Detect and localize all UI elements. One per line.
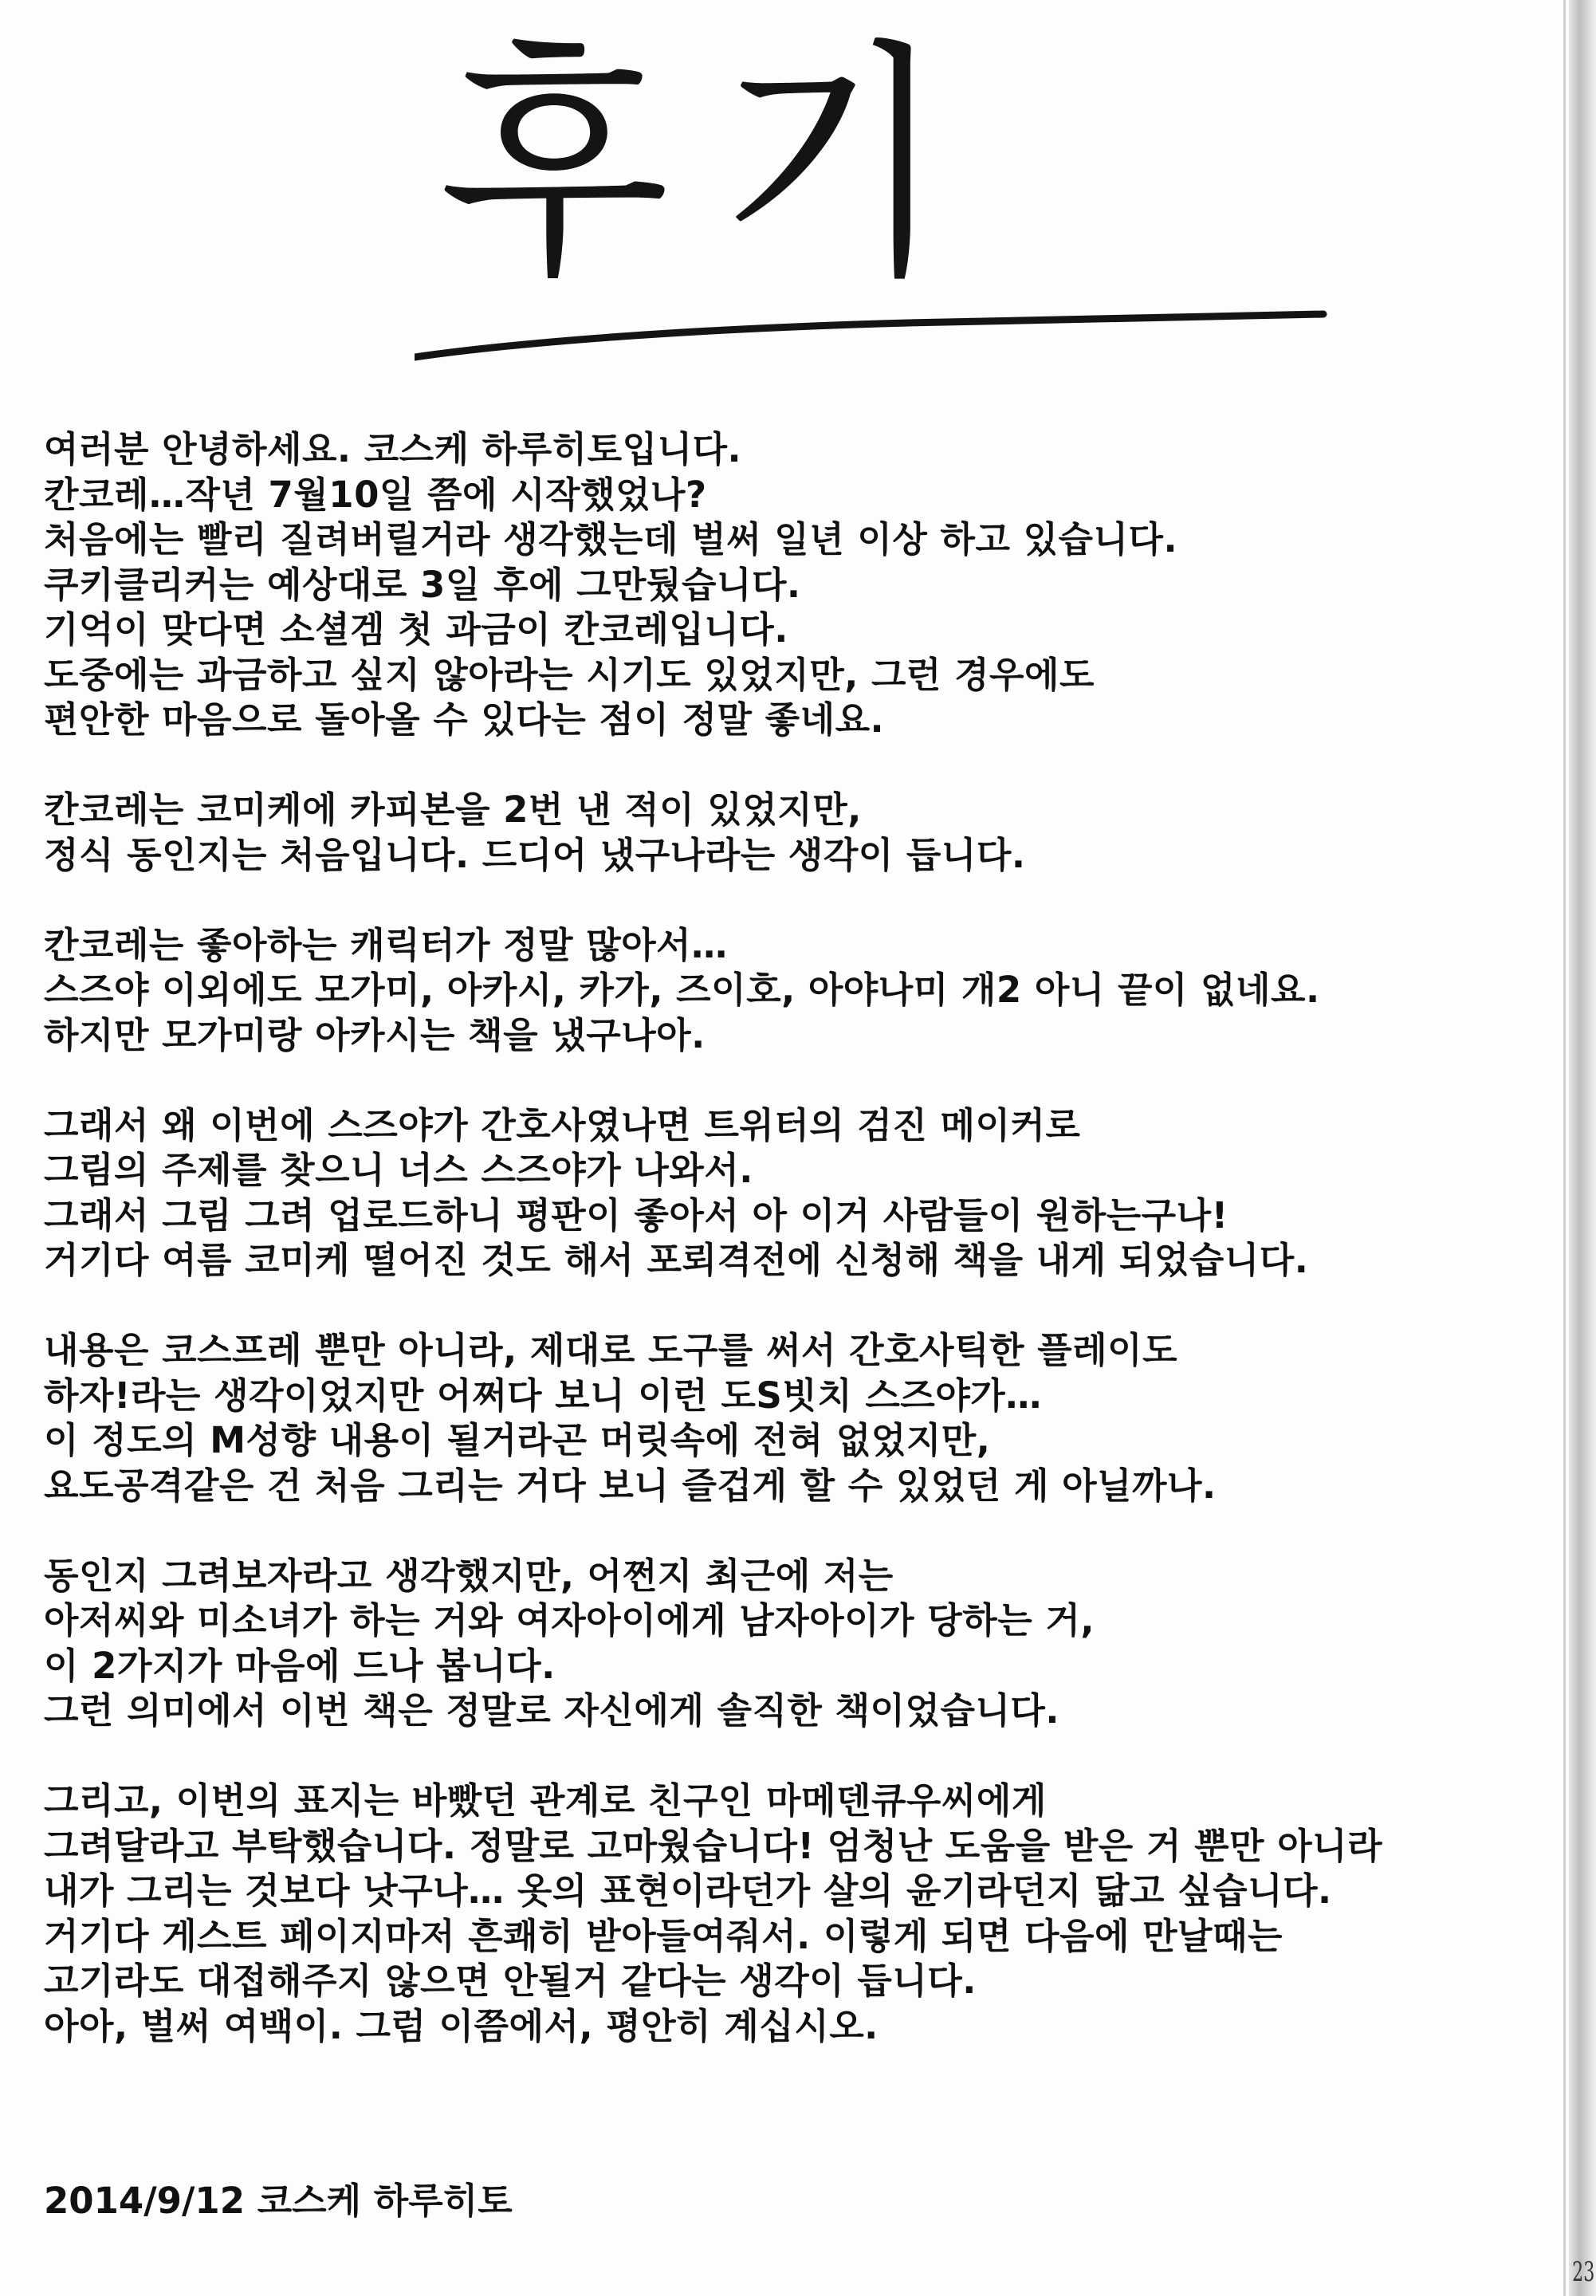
text-line: 하지만 모가미랑 아카시는 책을 냈구나아. [44, 1013, 706, 1056]
text-line: 쿠키클리커는 예상대로 3일 후에 그만뒀습니다. [44, 563, 801, 606]
text-line: 여러분 안녕하세요. 코스케 하루히토입니다. [44, 428, 742, 470]
text-line: 스즈야 이외에도 모가미, 아카시, 카가, 즈이호, 아야나미 개2 아니 끝이 없네요. [44, 969, 1320, 1011]
text-line: 아저씨와 미소녀가 하는 거와 여자아이에게 남자아이가 당하는 거, [44, 1599, 1095, 1641]
text-line: 이 2가지가 마음에 드나 봅니다. [44, 1644, 556, 1687]
text-line: 하자!라는 생각이었지만 어쩌다 보니 이런 도S빗치 스즈야가… [44, 1374, 1042, 1417]
text-line: 그런 의미에서 이번 책은 정말로 자신에게 솔직한 책이었습니다. [44, 1689, 1059, 1732]
text-line: 칸코레는 코미케에 카피본을 2번 낸 적이 있었지만, [44, 788, 862, 831]
paragraph [44, 1103, 1519, 1284]
text-line: 거기다 여름 코미케 떨어진 것도 해서 포뢰격전에 신청해 책을 내게 되었습니다. [44, 1239, 1309, 1281]
text-line: 이 정도의 M성향 내용이 될거라곤 머릿속에 전혀 없었지만, [44, 1419, 991, 1461]
paragraph [44, 788, 1519, 878]
paragraph [44, 1779, 1519, 2049]
text-line: 그려달라고 부탁했습니다. 정말로 고마웠습니다! 엄청난 도움을 받은 거 뿐만 아니라 [44, 1824, 1383, 1867]
paragraph [44, 1554, 1519, 1734]
paragraph [44, 1328, 1519, 1508]
text-line: 요도공격같은 건 처음 그리는 거다 보니 즐겁게 할 수 있었던 게 아닐까나. [44, 1464, 1217, 1507]
paragraph [44, 923, 1519, 1059]
page-binding-edge [1569, 0, 1596, 2296]
page-number: 23 [1571, 2256, 1594, 2288]
text-line: 편안한 마음으로 돌아올 수 있다는 점이 정말 좋네요. [44, 698, 885, 741]
text-line: 고기라도 대접해주지 않으면 안될거 같다는 생각이 듭니다. [44, 1960, 977, 2002]
title-block [415, 18, 1371, 391]
text-line: 칸코레는 좋아하는 캐릭터가 정말 많아서… [44, 923, 728, 966]
text-line: 동인지 그려보자라고 생각했지만, 어쩐지 최근에 저는 [44, 1554, 894, 1597]
text-line: 도중에는 과금하고 싶지 않아라는 시기도 있었지만, 그런 경우에도 [44, 653, 1095, 696]
text-line: 그래서 왜 이번에 스즈야가 간호사였나면 트위터의 검진 메이커로 [44, 1103, 1081, 1146]
text-line: 칸코레…작년 7월10일 쯤에 시작했었나? [44, 473, 707, 516]
text-line: 그림의 주제를 찾으니 너스 스즈야가 나와서. [44, 1149, 753, 1191]
paragraph [44, 427, 1519, 743]
page-edge-line [1563, 0, 1566, 2296]
text-line: 내용은 코스프레 뿐만 아니라, 제대로 도구를 써서 간호사틱한 플레이도 [44, 1329, 1178, 1371]
text-line: 그리고, 이번의 표지는 바빴던 관계로 친구인 마메덴큐우씨에게 [44, 1779, 1047, 1822]
afterword-body [44, 427, 1519, 2094]
text-line: 그래서 그림 그려 업로드하니 평판이 좋아서 아 이거 사람들이 원하는구나! [44, 1193, 1228, 1236]
text-line: 거기다 게스트 페이지마저 흔쾌히 받아들여줘서. 이렇게 되면 다음에 만날때는 [44, 1914, 1283, 1957]
title-underline-stroke [415, 18, 1371, 391]
text-line: 내가 그리는 것보다 낫구나… 옷의 표현이라던가 살의 윤기라던지 닮고 싶습니다. [44, 1869, 1332, 1912]
page-title: 후기 [438, 18, 997, 312]
text-line: 정식 동인지는 처음입니다. 드디어 냈구나라는 생각이 듭니다. [44, 833, 1026, 876]
text-line: 기억이 맞다면 소셜겜 첫 과금이 칸코레입니다. [44, 608, 788, 651]
signature-date-author: 2014/9/12 코스케 하루히토 [44, 2180, 513, 2222]
text-line: 아아, 벌써 여백이. 그럼 이쯤에서, 평안히 계십시오. [44, 2004, 879, 2047]
text-line: 처음에는 빨리 질려버릴거라 생각했는데 벌써 일년 이상 하고 있습니다. [44, 518, 1178, 560]
